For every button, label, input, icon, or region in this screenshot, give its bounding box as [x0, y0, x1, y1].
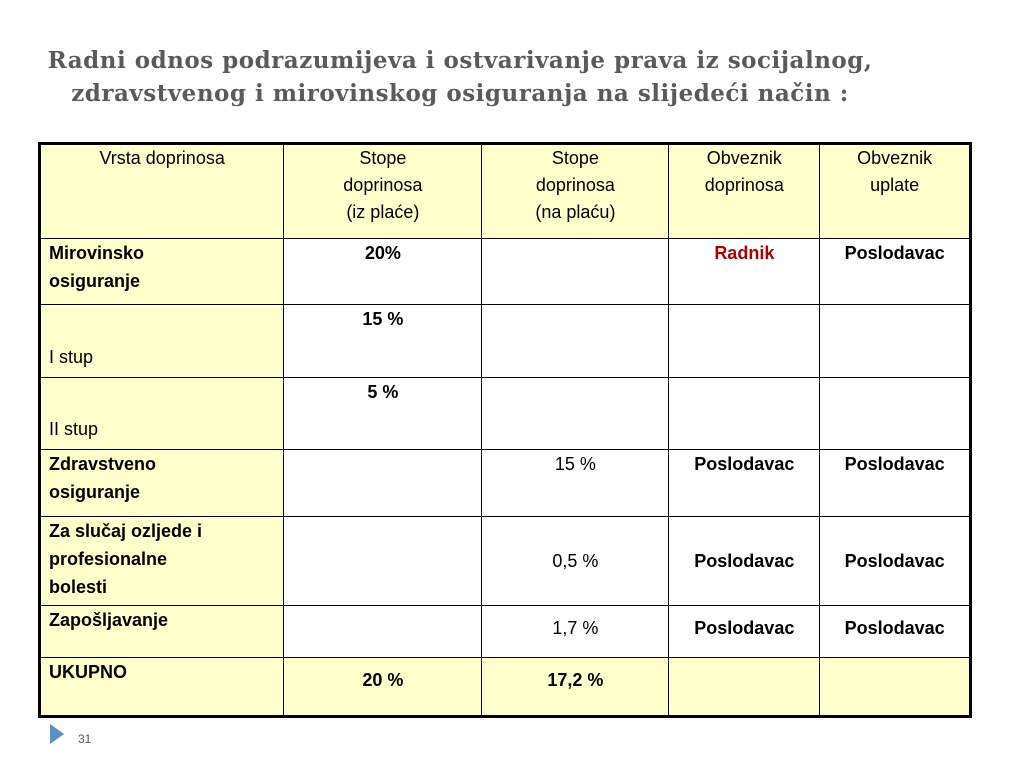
cell-obveznik-uplate: [820, 657, 971, 716]
cell-obveznik-uplate: Poslodavac: [820, 238, 971, 304]
cell-obveznik-uplate: Poslodavac: [820, 606, 971, 658]
row-label: II stup: [40, 377, 284, 450]
header-obveznik-uplate: Obveznik uplate: [820, 144, 971, 239]
cell-obveznik-uplate: Poslodavac: [820, 516, 971, 606]
cell-iz-place: 15 %: [284, 305, 482, 378]
slide-title-line-1: Radni odnos podrazumijeva i ostvarivanje prava iz socijalnog,: [47, 47, 873, 74]
slide-title: [20, 44, 900, 110]
slide-marker-triangle-icon: [50, 724, 64, 744]
table-row-ukupno: [40, 657, 971, 716]
cell-na-placu: [482, 238, 669, 304]
row-label: Mirovinsko osiguranje: [40, 238, 284, 304]
cell-iz-place: [284, 450, 482, 516]
cell-iz-place: 5 %: [284, 377, 482, 450]
page-number: 31: [78, 732, 92, 746]
row-label: Zapošljavanje: [40, 606, 284, 658]
cell-iz-place: 20%: [284, 238, 482, 304]
row-label: UKUPNO: [40, 657, 284, 716]
header-vrsta-doprinosa: Vrsta doprinosa: [40, 144, 284, 239]
table-row-i-stup: [40, 305, 971, 378]
table-row-ozljede: [40, 516, 971, 606]
cell-na-placu: 15 %: [482, 450, 669, 516]
slide-title-line-2: zdravstvenog i mirovinskog osiguranja na slijedeći način :: [71, 80, 849, 107]
cell-obveznik-uplate: Poslodavac: [820, 450, 971, 516]
cell-iz-place: 20 %: [284, 657, 482, 716]
row-label: Za slučaj ozljede i profesionalne bolesti: [40, 516, 284, 606]
cell-obveznik-doprinosa: Radnik: [669, 238, 820, 304]
cell-obveznik-uplate: [820, 305, 971, 378]
cell-iz-place: [284, 606, 482, 658]
cell-na-placu: 0,5 %: [482, 516, 669, 606]
cell-obveznik-doprinosa: Poslodavac: [669, 516, 820, 606]
header-obveznik-doprinosa: Obveznik doprinosa: [669, 144, 820, 239]
header-stope-iz-place: Stope doprinosa (iz plaće): [284, 144, 482, 239]
row-label: Zdravstveno osiguranje: [40, 450, 284, 516]
cell-na-placu: [482, 377, 669, 450]
contributions-table: [38, 142, 972, 718]
cell-na-placu: 1,7 %: [482, 606, 669, 658]
cell-obveznik-doprinosa: Poslodavac: [669, 450, 820, 516]
contributions-table-wrapper: [38, 142, 972, 718]
cell-obveznik-doprinosa: [669, 377, 820, 450]
table-row-mirovinsko: [40, 238, 971, 304]
table-row-zaposljavanje: [40, 606, 971, 658]
cell-obveznik-uplate: [820, 377, 971, 450]
table-row-zdravstveno: [40, 450, 971, 516]
table-row-ii-stup: [40, 377, 971, 450]
cell-na-placu: [482, 305, 669, 378]
cell-obveznik-doprinosa: Poslodavac: [669, 606, 820, 658]
row-label: I stup: [40, 305, 284, 378]
cell-na-placu: 17,2 %: [482, 657, 669, 716]
cell-iz-place: [284, 516, 482, 606]
cell-obveznik-doprinosa: [669, 305, 820, 378]
cell-obveznik-doprinosa: [669, 657, 820, 716]
header-stope-na-placu: Stope doprinosa (na plaću): [482, 144, 669, 239]
table-header-row: [40, 144, 971, 239]
